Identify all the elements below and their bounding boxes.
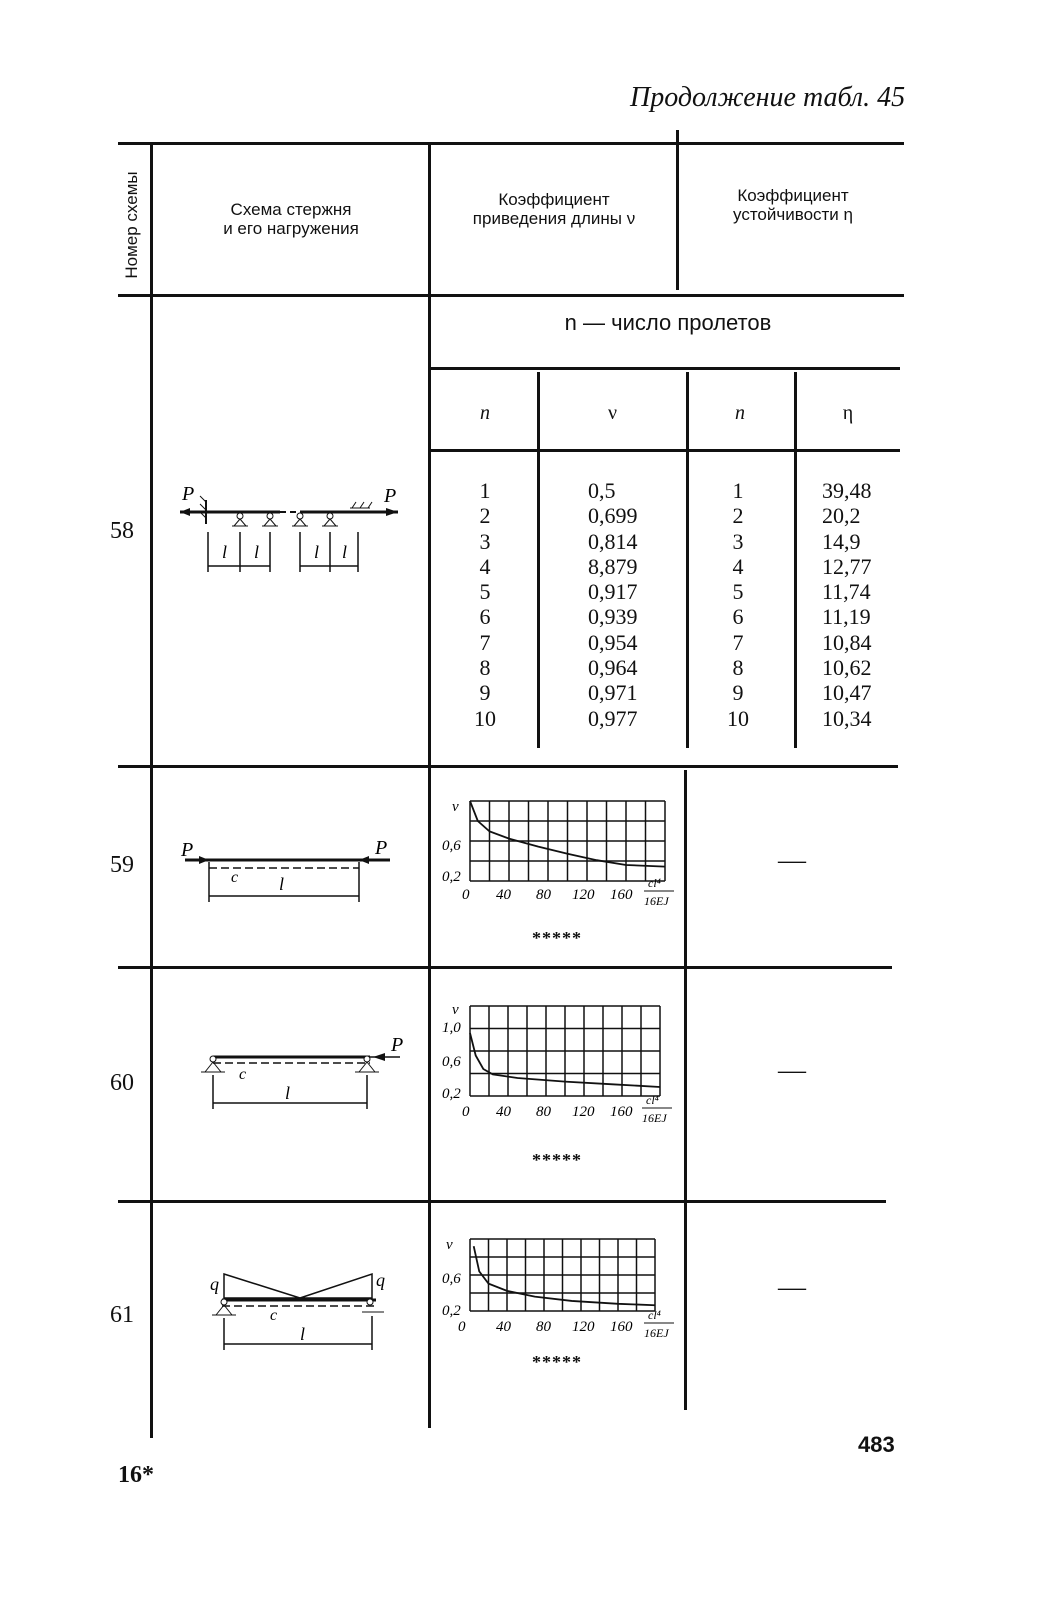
scheme-59-diagram bbox=[175, 840, 405, 910]
svg-text:40: 40 bbox=[496, 887, 511, 903]
col-rule-3-header bbox=[676, 130, 679, 290]
row-59-bottom-rule bbox=[118, 966, 892, 969]
row-60-bottom-rule bbox=[118, 1200, 886, 1203]
eta-dash-60: — bbox=[778, 1055, 806, 1086]
chart-59 bbox=[440, 795, 680, 915]
scheme-60-diagram bbox=[195, 1035, 410, 1115]
column-header-rule bbox=[430, 449, 900, 452]
svg-text:0,6: 0,6 bbox=[442, 1271, 461, 1287]
svg-text:0,6: 0,6 bbox=[442, 1054, 461, 1070]
scheme-58-diagram bbox=[170, 480, 410, 580]
table58-n-column: 1 2 3 4 5 6 7 8 9 10 bbox=[474, 478, 496, 731]
svg-text:l: l bbox=[254, 542, 260, 562]
svg-text:q: q bbox=[210, 1274, 219, 1294]
col-n2-header: n bbox=[735, 402, 745, 424]
svg-text:0,6: 0,6 bbox=[442, 838, 461, 854]
svg-text:80: 80 bbox=[536, 887, 551, 903]
svg-text:1,0: 1,0 bbox=[442, 1020, 461, 1036]
marker-59: ***** bbox=[532, 928, 582, 948]
svg-text:cl⁴: cl⁴ bbox=[646, 1093, 659, 1107]
col-rule-2 bbox=[428, 142, 431, 1428]
svg-text:P: P bbox=[391, 1035, 404, 1056]
svg-text:80: 80 bbox=[536, 1319, 551, 1335]
svg-text:l: l bbox=[285, 1083, 291, 1103]
svg-text:l: l bbox=[222, 542, 228, 562]
col-rule-1 bbox=[150, 142, 153, 1438]
spans-subheader: n — число пролетов bbox=[564, 310, 772, 335]
svg-text:q: q bbox=[376, 1270, 385, 1290]
svg-text:P: P bbox=[182, 483, 195, 505]
subheader-rule bbox=[430, 367, 900, 370]
eta-dash-59: — bbox=[778, 845, 806, 876]
chart-60 bbox=[440, 1000, 680, 1130]
svg-text:c: c bbox=[239, 1066, 247, 1083]
svg-text:l: l bbox=[314, 542, 320, 562]
col-n1-header: n bbox=[480, 402, 490, 424]
svg-text:l: l bbox=[279, 874, 285, 894]
svg-text:120: 120 bbox=[572, 1104, 595, 1120]
table-top-rule bbox=[118, 142, 904, 145]
table58-eta-column: 39,48 20,2 14,9 12,77 11,74 11,19 10,84 10,62 10,47 10,34 bbox=[822, 478, 872, 731]
scheme-61-diagram bbox=[200, 1260, 400, 1360]
svg-text:120: 120 bbox=[572, 887, 595, 903]
scheme-number-58: 58 bbox=[110, 518, 134, 544]
svg-text:160: 160 bbox=[610, 1319, 633, 1335]
svg-text:0,2: 0,2 bbox=[442, 869, 461, 885]
svg-text:160: 160 bbox=[610, 887, 633, 903]
svg-text:80: 80 bbox=[536, 1104, 551, 1120]
table-caption: Продолжение табл. 45 bbox=[630, 82, 906, 113]
eta-dash-61: — bbox=[778, 1272, 806, 1303]
table58-n2-column: 1 2 3 4 5 6 7 8 9 10 bbox=[727, 478, 749, 731]
row-58-bottom-rule bbox=[118, 765, 898, 768]
svg-text:cl⁴: cl⁴ bbox=[648, 1308, 661, 1322]
svg-text:0,2: 0,2 bbox=[442, 1303, 461, 1319]
svg-text:16EJ: 16EJ bbox=[642, 1111, 667, 1125]
scheme-number-59: 59 bbox=[110, 852, 134, 878]
col-rule-3-body bbox=[684, 770, 687, 1410]
scheme-number-header: Номер схемы bbox=[122, 171, 141, 279]
marker-61: ***** bbox=[532, 1352, 582, 1372]
svg-text:ν: ν bbox=[452, 1002, 459, 1018]
table58-rule-a bbox=[537, 372, 540, 748]
svg-text:0: 0 bbox=[458, 1319, 466, 1335]
svg-text:160: 160 bbox=[610, 1104, 633, 1120]
signature-mark: 16* bbox=[118, 1462, 154, 1488]
chart-59-grid bbox=[470, 801, 665, 881]
svg-text:c: c bbox=[270, 1307, 278, 1324]
nu-header: Коэффициент приведения длины ν bbox=[472, 190, 636, 228]
eta-header: Коэффициент устойчивости η bbox=[733, 186, 853, 224]
svg-text:16EJ: 16EJ bbox=[644, 1326, 669, 1340]
svg-text:P: P bbox=[375, 840, 388, 859]
scheme-header: Схема стержня и его нагружения bbox=[223, 200, 359, 238]
table58-nu-column: 0,5 0,699 0,814 8,879 0,917 0,939 0,954 0,964 0,971 0,977 bbox=[588, 478, 638, 731]
svg-text:0: 0 bbox=[462, 1104, 470, 1120]
svg-text:P: P bbox=[181, 840, 194, 861]
scheme-number-61: 61 bbox=[110, 1302, 134, 1328]
marker-60: ***** bbox=[532, 1150, 582, 1170]
svg-text:c: c bbox=[231, 869, 239, 886]
scheme-number-60: 60 bbox=[110, 1070, 134, 1096]
svg-text:0,2: 0,2 bbox=[442, 1086, 461, 1102]
svg-text:16EJ: 16EJ bbox=[644, 894, 669, 908]
col-nu-header: ν bbox=[607, 402, 618, 424]
svg-text:l: l bbox=[300, 1324, 306, 1344]
page-number: 483 bbox=[858, 1432, 895, 1457]
svg-text:P: P bbox=[384, 485, 397, 507]
table58-rule-b bbox=[686, 372, 689, 748]
svg-text:40: 40 bbox=[496, 1319, 511, 1335]
chart-61 bbox=[440, 1225, 680, 1345]
svg-text:120: 120 bbox=[572, 1319, 595, 1335]
svg-text:0: 0 bbox=[462, 887, 470, 903]
svg-text:40: 40 bbox=[496, 1104, 511, 1120]
col-eta-header: η bbox=[842, 402, 854, 424]
svg-text:cl⁴: cl⁴ bbox=[648, 876, 661, 890]
table58-rule-c bbox=[794, 372, 797, 748]
svg-text:ν: ν bbox=[446, 1237, 453, 1253]
chart-59-ylabel: ν bbox=[452, 799, 459, 815]
header-bottom-rule bbox=[118, 294, 904, 297]
svg-text:l: l bbox=[342, 542, 348, 562]
